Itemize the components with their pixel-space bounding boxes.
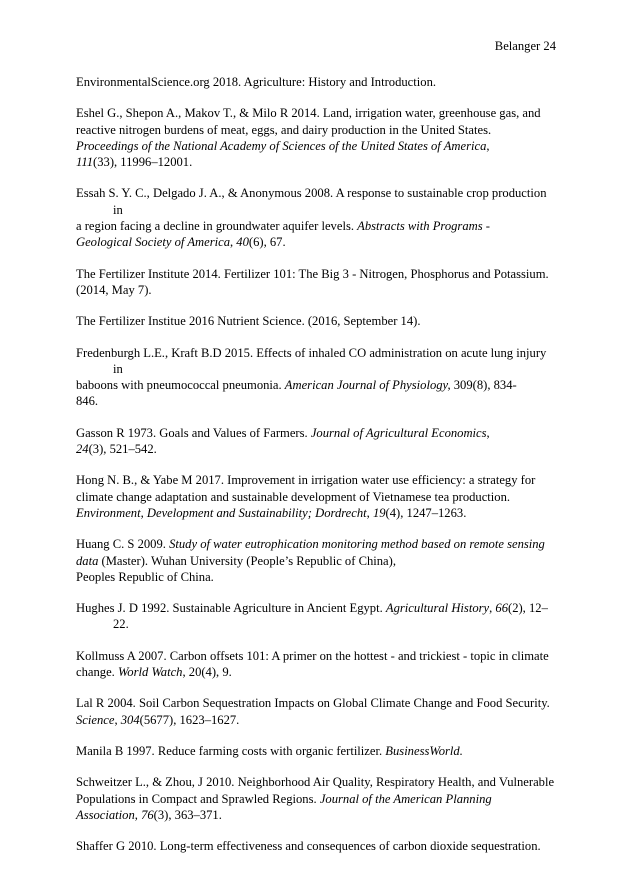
reference-line	[76, 377, 556, 393]
text-run: Populations in Compact and Sprawled Regions.	[76, 791, 320, 806]
italic-text: 304	[120, 712, 140, 727]
text-run: change.	[76, 665, 118, 680]
text-run: The Fertilizer Institute 2014. Fertilizer 101: The Big 3 - Nitrogen, Phosphorus and Potassium.	[76, 266, 549, 281]
reference-line	[76, 393, 556, 409]
text-run: (4), 1247–1263.	[385, 505, 467, 520]
reference-line	[76, 74, 556, 90]
reference-entry	[76, 695, 556, 728]
italic-text: 66	[495, 601, 508, 616]
italic-text: American Journal of Physiology,	[284, 378, 451, 393]
reference-line	[76, 154, 556, 170]
italic-text: BusinessWorld.	[385, 743, 463, 758]
italic-text: 24	[76, 442, 89, 457]
reference-entry	[76, 600, 556, 633]
reference-line	[76, 282, 556, 298]
italic-text: 40	[236, 235, 249, 250]
text-run: climate change adaptation and sustainable development of Vietnamese tea production.	[76, 489, 511, 504]
reference-line	[76, 553, 556, 569]
reference-line	[76, 712, 556, 728]
italic-text: Abstracts with Programs -	[357, 219, 490, 234]
reference-line	[76, 569, 556, 585]
reference-line	[76, 600, 556, 633]
italic-text: Environment, Development and Sustainability; Dordrecht	[76, 505, 367, 520]
text-run: The Fertilizer Institue 2016 Nutrient Science. (2016, September 14).	[76, 314, 421, 329]
text-run: Essah S. Y. C., Delgado J. A., & Anonymous 2008. A response to sustainable crop production in	[76, 186, 547, 217]
reference-line	[76, 122, 556, 138]
text-run: (3), 363–371.	[153, 807, 222, 822]
italic-text: 111	[76, 155, 94, 170]
reference-entry	[76, 472, 556, 521]
reference-entry	[76, 313, 556, 329]
text-run: (6), 67.	[248, 235, 286, 250]
italic-text: Agricultural History	[385, 601, 490, 616]
reference-line	[76, 266, 556, 282]
reference-line	[76, 313, 556, 329]
reference-entry	[76, 105, 556, 170]
reference-entry	[76, 185, 556, 250]
running-head: Belanger 24	[494, 39, 556, 53]
text-run: (33), 11996–12001.	[93, 155, 193, 170]
text-run: ,	[486, 425, 490, 440]
italic-text: Geological Society of America	[76, 235, 230, 250]
text-run: Peoples Republic of China.	[76, 569, 214, 584]
text-run: ,	[486, 138, 490, 153]
reference-line	[76, 441, 556, 457]
reference-line	[76, 218, 556, 234]
text-run: EnvironmentalScience.org 2018. Agriculture: History and Introduction.	[76, 75, 437, 89]
text-run: Manila B 1997. Reduce farming costs with organic fertilizer.	[76, 743, 386, 758]
text-run: Kollmuss A 2007. Carbon offsets 101: A primer on the hottest - and trickiest - topic in climate	[76, 648, 549, 663]
reference-entry	[76, 774, 556, 823]
reference-line	[76, 425, 556, 441]
text-run: 846.	[76, 394, 99, 409]
reference-line	[76, 138, 556, 154]
text-run: , 20(4), 9.	[182, 665, 232, 680]
reference-line	[76, 743, 556, 759]
italic-text: World Watch	[117, 665, 183, 680]
reference-line	[76, 345, 556, 378]
italic-text: Journal of Agricultural Economics	[310, 425, 487, 440]
reference-entry	[76, 536, 556, 585]
italic-text: Journal of the American Planning	[319, 791, 492, 806]
text-run: ,	[230, 235, 237, 250]
reference-entry	[76, 74, 556, 90]
reference-line	[76, 695, 556, 711]
text-run: Hughes J. D 1992. Sustainable Agriculture in Ancient Egypt.	[76, 601, 386, 616]
text-run: Eshel G., Shepon A., Makov T., & Milo R 2014. Land, irrigation water, greenhouse gas, and	[76, 106, 541, 121]
reference-line	[76, 185, 556, 218]
reference-entry	[76, 345, 556, 410]
reference-line	[76, 105, 556, 121]
reference-line	[76, 838, 556, 854]
italic-text: Science	[76, 712, 115, 727]
reference-line	[76, 774, 556, 790]
reference-line	[76, 489, 556, 505]
italic-text: Study of water eutrophication monitoring method based on remote sensing	[169, 537, 545, 552]
text-run: ,	[489, 601, 496, 616]
reference-list	[76, 74, 556, 869]
text-run: ,	[366, 505, 373, 520]
text-run: Lal R 2004. Soil Carbon Sequestration Impacts on Global Climate Change and Food Security.	[76, 696, 550, 711]
text-run: (5677), 1623–1627.	[139, 712, 240, 727]
text-run: Shaffer G 2010. Long-term effectiveness and consequences of carbon dioxide sequestration.	[76, 839, 541, 854]
reference-entry	[76, 648, 556, 681]
text-run: 309(8), 834-	[450, 378, 517, 393]
text-run: (2014, May 7).	[76, 282, 152, 297]
text-run: Gasson R 1973. Goals and Values of Farmers.	[76, 425, 311, 440]
text-run: ,	[114, 712, 121, 727]
text-run: Huang C. S 2009.	[76, 537, 170, 552]
reference-line	[76, 648, 556, 664]
text-run: baboons with pneumococcal pneumonia.	[76, 378, 285, 393]
italic-text: 76	[141, 807, 154, 822]
text-run: (2), 12–22.	[113, 601, 548, 632]
text-run: ,	[134, 807, 142, 822]
text-run: a region facing a decline in groundwater aquifer levels.	[76, 219, 358, 234]
italic-text: data	[76, 553, 99, 568]
text-run: (3), 521–542.	[88, 442, 157, 457]
reference-line	[76, 664, 556, 680]
text-run: Schweitzer L., & Zhou, J 2010. Neighborhood Air Quality, Respiratory Health, and Vulnerable	[76, 775, 555, 790]
reference-entry	[76, 743, 556, 759]
reference-line	[76, 234, 556, 250]
reference-line	[76, 536, 556, 552]
reference-line	[76, 807, 556, 823]
text-run: reactive nitrogen burdens of meat, eggs, and dairy production in the United States.	[76, 122, 492, 137]
text-run: Fredenburgh L.E., Kraft B.D 2015. Effects of inhaled CO administration on acute lung injury in	[76, 345, 547, 376]
reference-entry	[76, 425, 556, 458]
text-run: (Master). Wuhan University (People’s Republic of China),	[98, 553, 396, 568]
reference-line	[76, 505, 556, 521]
reference-line	[76, 791, 556, 807]
reference-entry	[76, 266, 556, 299]
reference-line	[76, 472, 556, 488]
reference-entry	[76, 838, 556, 854]
italic-text: 19	[372, 505, 386, 520]
italic-text: Association	[76, 807, 135, 822]
italic-text: Proceedings of the National Academy of Sciences of the United States of America	[76, 138, 487, 153]
text-run: Hong N. B., & Yabe M 2017. Improvement in irrigation water use efficiency: a strategy for	[76, 473, 536, 488]
